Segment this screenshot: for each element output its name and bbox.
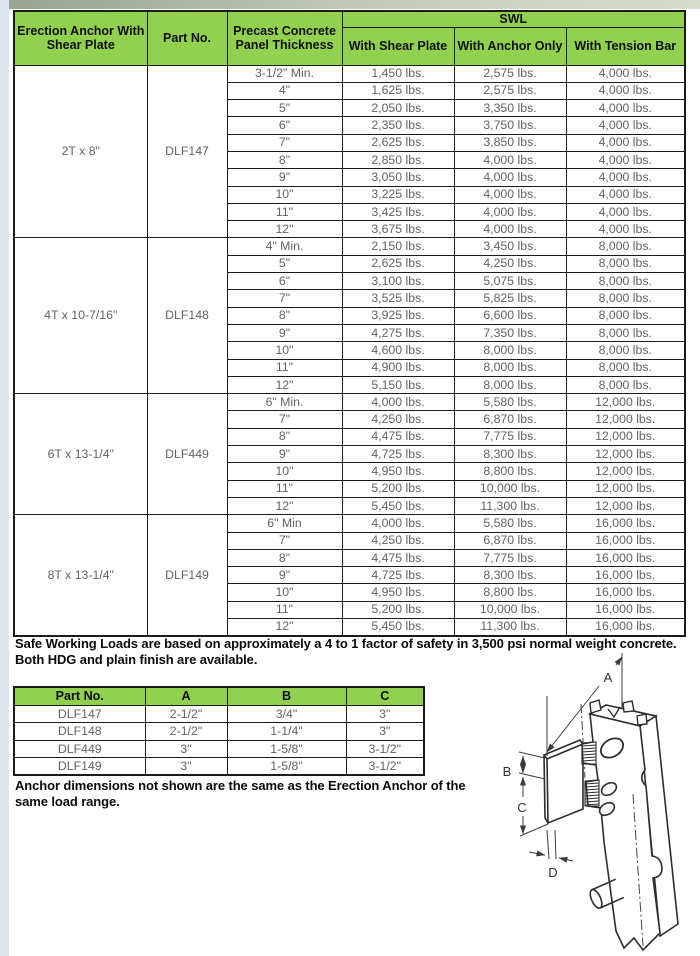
- swl-with-tension-bar-cell: 4,000 lbs.: [566, 151, 685, 168]
- swl-with-anchor-only-cell: 8,800 lbs.: [454, 463, 566, 480]
- anchor-type-cell: 2T x 8": [14, 65, 147, 238]
- swl-with-anchor-only-cell: 5,075 lbs.: [454, 273, 566, 290]
- swl-with-shear-plate-cell: 4,950 lbs.: [342, 463, 454, 480]
- dimension-d-lines: [529, 830, 573, 861]
- swl-with-shear-plate-cell: 3,675 lbs.: [342, 221, 454, 238]
- swl-with-tension-bar-cell: 4,000 lbs.: [566, 100, 685, 117]
- swl-with-shear-plate-cell: 4,000 lbs.: [342, 394, 454, 411]
- part-no-cell: DLF449: [147, 394, 227, 515]
- swl-with-shear-plate-cell: 4,600 lbs.: [342, 342, 454, 359]
- dims-header-c: C: [346, 687, 424, 705]
- anchor-isometric-drawing: [495, 646, 700, 954]
- swl-with-tension-bar-cell: 8,000 lbs.: [566, 359, 685, 376]
- swl-with-anchor-only-cell: 4,000 lbs.: [454, 151, 566, 168]
- swl-with-anchor-only-cell: 4,000 lbs.: [454, 203, 566, 220]
- swl-with-shear-plate-cell: 3,225 lbs.: [342, 186, 454, 203]
- swl-with-anchor-only-cell: 4,250 lbs.: [454, 255, 566, 272]
- thickness-cell: 10": [227, 463, 342, 480]
- swl-with-tension-bar-cell: 8,000 lbs.: [566, 290, 685, 307]
- swl-table-header: [14, 11, 685, 65]
- swl-with-shear-plate-cell: 2,625 lbs.: [342, 255, 454, 272]
- dimensions-note: Anchor dimensions not shown are the same as the Erection Anchor of the same load range.: [15, 778, 466, 809]
- swl-with-anchor-only-cell: 4,000 lbs.: [454, 169, 566, 186]
- swl-with-shear-plate-cell: 4,250 lbs.: [342, 532, 454, 549]
- dimensions-table-body: [14, 705, 424, 775]
- swl-with-anchor-only-cell: 2,575 lbs.: [454, 82, 566, 99]
- thickness-cell: 4" Min.: [227, 238, 342, 255]
- swl-with-anchor-only-cell: 7,775 lbs.: [454, 549, 566, 566]
- dim-a-cell: 2-1/2": [145, 723, 227, 741]
- swl-with-anchor-only-cell: 6,870 lbs.: [454, 411, 566, 428]
- thickness-cell: 5": [227, 100, 342, 117]
- swl-with-tension-bar-cell: 12,000 lbs.: [566, 480, 685, 497]
- thickness-cell: 9": [227, 324, 342, 341]
- dim-a-cell: 2-1/2": [145, 705, 227, 723]
- thickness-cell: 11": [227, 480, 342, 497]
- swl-with-shear-plate-cell: 2,150 lbs.: [342, 238, 454, 255]
- thickness-cell: 11": [227, 359, 342, 376]
- swl-with-anchor-only-cell: 8,000 lbs.: [454, 342, 566, 359]
- dimension-label-c: C: [517, 800, 527, 815]
- dims-header-b: B: [227, 687, 346, 705]
- thickness-cell: 10": [227, 342, 342, 359]
- swl-with-anchor-only-cell: 11,300 lbs.: [454, 619, 566, 636]
- swl-with-tension-bar-cell: 4,000 lbs.: [566, 134, 685, 151]
- anchor-type-cell: 6T x 13-1/4": [14, 394, 147, 515]
- swl-with-shear-plate-cell: 1,625 lbs.: [342, 82, 454, 99]
- thickness-cell: 7": [227, 411, 342, 428]
- swl-with-shear-plate-cell: 4,900 lbs.: [342, 359, 454, 376]
- thickness-cell: 11": [227, 203, 342, 220]
- thickness-cell: 9": [227, 567, 342, 584]
- swl-with-shear-plate-cell: 4,250 lbs.: [342, 411, 454, 428]
- thickness-cell: 12": [227, 376, 342, 393]
- thickness-cell: 3-1/2" Min.: [227, 65, 342, 82]
- part-no-cell: DLF149: [147, 515, 227, 636]
- dim-c-cell: 3": [346, 705, 424, 723]
- swl-with-tension-bar-cell: 4,000 lbs.: [566, 117, 685, 134]
- swl-with-tension-bar-cell: 8,000 lbs.: [566, 273, 685, 290]
- swl-with-shear-plate-cell: 4,475 lbs.: [342, 428, 454, 445]
- anchor-plate: [582, 700, 678, 950]
- dim-b-cell: 3/4": [227, 705, 346, 723]
- thickness-cell: 8": [227, 549, 342, 566]
- swl-row: [14, 515, 685, 532]
- swl-with-tension-bar-cell: 8,000 lbs.: [566, 342, 685, 359]
- page-edge-top: [9, 0, 700, 9]
- swl-with-shear-plate-cell: 4,475 lbs.: [342, 549, 454, 566]
- swl-with-anchor-only-cell: 10,000 lbs.: [454, 480, 566, 497]
- thickness-cell: 11": [227, 601, 342, 618]
- swl-with-tension-bar-cell: 4,000 lbs.: [566, 65, 685, 82]
- thickness-cell: 10": [227, 186, 342, 203]
- part-no-cell: DLF148: [14, 723, 145, 741]
- swl-with-anchor-only-cell: 5,580 lbs.: [454, 394, 566, 411]
- part-no-cell: DLF147: [147, 65, 227, 238]
- part-no-cell: DLF147: [14, 705, 145, 723]
- dims-header-a: A: [145, 687, 227, 705]
- swl-with-tension-bar-cell: 4,000 lbs.: [566, 186, 685, 203]
- dim-b-cell: 1-1/4": [227, 723, 346, 741]
- swl-with-shear-plate-cell: 2,350 lbs.: [342, 117, 454, 134]
- swl-with-tension-bar-cell: 8,000 lbs.: [566, 376, 685, 393]
- swl-with-anchor-only-cell: 7,350 lbs.: [454, 324, 566, 341]
- swl-with-anchor-only-cell: 3,750 lbs.: [454, 117, 566, 134]
- swl-with-anchor-only-cell: 8,300 lbs.: [454, 446, 566, 463]
- swl-with-tension-bar-cell: 12,000 lbs.: [566, 446, 685, 463]
- dims-row: [14, 723, 424, 741]
- swl-with-tension-bar-cell: 12,000 lbs.: [566, 463, 685, 480]
- swl-with-shear-plate-cell: 5,150 lbs.: [342, 376, 454, 393]
- swl-with-anchor-only-cell: 11,300 lbs.: [454, 497, 566, 514]
- swl-with-shear-plate-cell: 5,450 lbs.: [342, 497, 454, 514]
- thickness-cell: 12": [227, 221, 342, 238]
- swl-with-anchor-only-cell: 8,000 lbs.: [454, 376, 566, 393]
- thickness-cell: 8": [227, 151, 342, 168]
- dimension-label-a: A: [603, 670, 613, 685]
- swl-with-shear-plate-cell: 4,950 lbs.: [342, 584, 454, 601]
- shear-plate: [544, 740, 583, 823]
- thickness-cell: 6": [227, 273, 342, 290]
- swl-with-anchor-only-cell: 3,850 lbs.: [454, 134, 566, 151]
- swl-with-tension-bar-cell: 12,000 lbs.: [566, 394, 685, 411]
- swl-with-tension-bar-cell: 8,000 lbs.: [566, 255, 685, 272]
- swl-row: [14, 238, 685, 255]
- thickness-cell: 6": [227, 117, 342, 134]
- swl-with-shear-plate-cell: 4,725 lbs.: [342, 446, 454, 463]
- dim-c-cell: 3-1/2": [346, 740, 424, 758]
- col-header-erection-anchor: Erection Anchor With Shear Plate: [14, 11, 147, 65]
- col-header-with-anchor-only: With Anchor Only: [454, 27, 566, 65]
- swl-table: [13, 10, 686, 637]
- swl-with-tension-bar-cell: 4,000 lbs.: [566, 221, 685, 238]
- thickness-cell: 6" Min.: [227, 394, 342, 411]
- dim-c-cell: 3": [346, 723, 424, 741]
- swl-with-anchor-only-cell: 5,825 lbs.: [454, 290, 566, 307]
- swl-with-shear-plate-cell: 5,200 lbs.: [342, 601, 454, 618]
- part-no-cell: DLF148: [147, 238, 227, 394]
- swl-with-shear-plate-cell: 3,050 lbs.: [342, 169, 454, 186]
- part-no-cell: DLF449: [14, 740, 145, 758]
- swl-with-anchor-only-cell: 2,575 lbs.: [454, 65, 566, 82]
- swl-table-body: [14, 65, 685, 636]
- swl-with-shear-plate-cell: 3,425 lbs.: [342, 203, 454, 220]
- swl-with-tension-bar-cell: 12,000 lbs.: [566, 497, 685, 514]
- swl-with-tension-bar-cell: 4,000 lbs.: [566, 169, 685, 186]
- thickness-cell: 8": [227, 428, 342, 445]
- thickness-cell: 7": [227, 134, 342, 151]
- dim-b-cell: 1-5/8": [227, 740, 346, 758]
- swl-with-tension-bar-cell: 16,000 lbs.: [566, 619, 685, 636]
- swl-with-tension-bar-cell: 8,000 lbs.: [566, 307, 685, 324]
- swl-with-shear-plate-cell: 4,000 lbs.: [342, 515, 454, 532]
- thickness-cell: 5": [227, 255, 342, 272]
- swl-with-tension-bar-cell: 12,000 lbs.: [566, 411, 685, 428]
- swl-with-anchor-only-cell: 6,600 lbs.: [454, 307, 566, 324]
- thickness-cell: 7": [227, 290, 342, 307]
- swl-with-shear-plate-cell: 2,050 lbs.: [342, 100, 454, 117]
- swl-with-shear-plate-cell: 3,925 lbs.: [342, 307, 454, 324]
- part-no-cell: DLF149: [14, 758, 145, 776]
- dim-a-cell: 3": [145, 758, 227, 776]
- swl-with-anchor-only-cell: 6,870 lbs.: [454, 532, 566, 549]
- dims-row: [14, 758, 424, 776]
- thickness-cell: 4": [227, 82, 342, 99]
- dim-b-cell: 1-5/8": [227, 758, 346, 776]
- swl-with-anchor-only-cell: 7,775 lbs.: [454, 428, 566, 445]
- swl-with-anchor-only-cell: 10,000 lbs.: [454, 601, 566, 618]
- swl-row: [14, 65, 685, 82]
- swl-with-tension-bar-cell: 16,000 lbs.: [566, 532, 685, 549]
- col-header-swl: SWL: [342, 11, 685, 27]
- dims-row: [14, 705, 424, 723]
- swl-with-anchor-only-cell: 8,800 lbs.: [454, 584, 566, 601]
- swl-with-tension-bar-cell: 16,000 lbs.: [566, 584, 685, 601]
- swl-with-shear-plate-cell: 2,625 lbs.: [342, 134, 454, 151]
- swl-note: Safe Working Loads are based on approximately a 4 to 1 factor of safety in 3,500 psi normal weight concrete. Both HDG and plain finish are available.: [15, 636, 677, 667]
- thickness-cell: 7": [227, 532, 342, 549]
- swl-with-anchor-only-cell: 8,000 lbs.: [454, 359, 566, 376]
- dims-row: [14, 740, 424, 758]
- dim-c-cell: 3-1/2": [346, 758, 424, 776]
- dimension-label-d: D: [548, 865, 558, 880]
- thickness-cell: 9": [227, 446, 342, 463]
- swl-row: [14, 394, 685, 411]
- thickness-cell: 8": [227, 307, 342, 324]
- col-header-panel-thickness: Precast Concrete Panel Thickness: [227, 11, 342, 65]
- swl-with-tension-bar-cell: 16,000 lbs.: [566, 515, 685, 532]
- dims-header-part-no: Part No.: [14, 687, 145, 705]
- thickness-cell: 10": [227, 584, 342, 601]
- swl-with-shear-plate-cell: 3,525 lbs.: [342, 290, 454, 307]
- swl-with-tension-bar-cell: 16,000 lbs.: [566, 601, 685, 618]
- swl-with-anchor-only-cell: 8,300 lbs.: [454, 567, 566, 584]
- thickness-cell: 6" Min: [227, 515, 342, 532]
- swl-with-shear-plate-cell: 3,100 lbs.: [342, 273, 454, 290]
- swl-with-anchor-only-cell: 4,000 lbs.: [454, 186, 566, 203]
- thickness-cell: 12": [227, 497, 342, 514]
- dimension-b-lines: [519, 752, 545, 779]
- swl-with-tension-bar-cell: 4,000 lbs.: [566, 203, 685, 220]
- swl-with-shear-plate-cell: 5,200 lbs.: [342, 480, 454, 497]
- anchor-type-cell: 4T x 10-7/16": [14, 238, 147, 394]
- thickness-cell: 9": [227, 169, 342, 186]
- swl-with-tension-bar-cell: 8,000 lbs.: [566, 238, 685, 255]
- swl-with-tension-bar-cell: 16,000 lbs.: [566, 549, 685, 566]
- swl-with-anchor-only-cell: 3,350 lbs.: [454, 100, 566, 117]
- dimensions-table: [13, 686, 425, 776]
- swl-with-anchor-only-cell: 4,000 lbs.: [454, 221, 566, 238]
- dimension-label-b: B: [502, 764, 512, 779]
- col-header-part-no: Part No.: [147, 11, 227, 65]
- swl-with-tension-bar-cell: 16,000 lbs.: [566, 567, 685, 584]
- swl-with-shear-plate-cell: 1,450 lbs.: [342, 65, 454, 82]
- swl-with-tension-bar-cell: 12,000 lbs.: [566, 428, 685, 445]
- dim-a-cell: 3": [145, 740, 227, 758]
- swl-with-tension-bar-cell: 8,000 lbs.: [566, 324, 685, 341]
- anchor-type-cell: 8T x 13-1/4": [14, 515, 147, 636]
- swl-with-shear-plate-cell: 5,450 lbs.: [342, 619, 454, 636]
- page-edge-left: [0, 0, 9, 956]
- col-header-with-shear-plate: With Shear Plate: [342, 27, 454, 65]
- swl-with-shear-plate-cell: 2,850 lbs.: [342, 151, 454, 168]
- swl-with-anchor-only-cell: 3,450 lbs.: [454, 238, 566, 255]
- thickness-cell: 12": [227, 619, 342, 636]
- swl-with-shear-plate-cell: 4,275 lbs.: [342, 324, 454, 341]
- swl-with-tension-bar-cell: 4,000 lbs.: [566, 82, 685, 99]
- dimensions-table-header: [14, 687, 424, 705]
- swl-with-anchor-only-cell: 5,580 lbs.: [454, 515, 566, 532]
- col-header-with-tension-bar: With Tension Bar: [566, 27, 685, 65]
- swl-with-shear-plate-cell: 4,725 lbs.: [342, 567, 454, 584]
